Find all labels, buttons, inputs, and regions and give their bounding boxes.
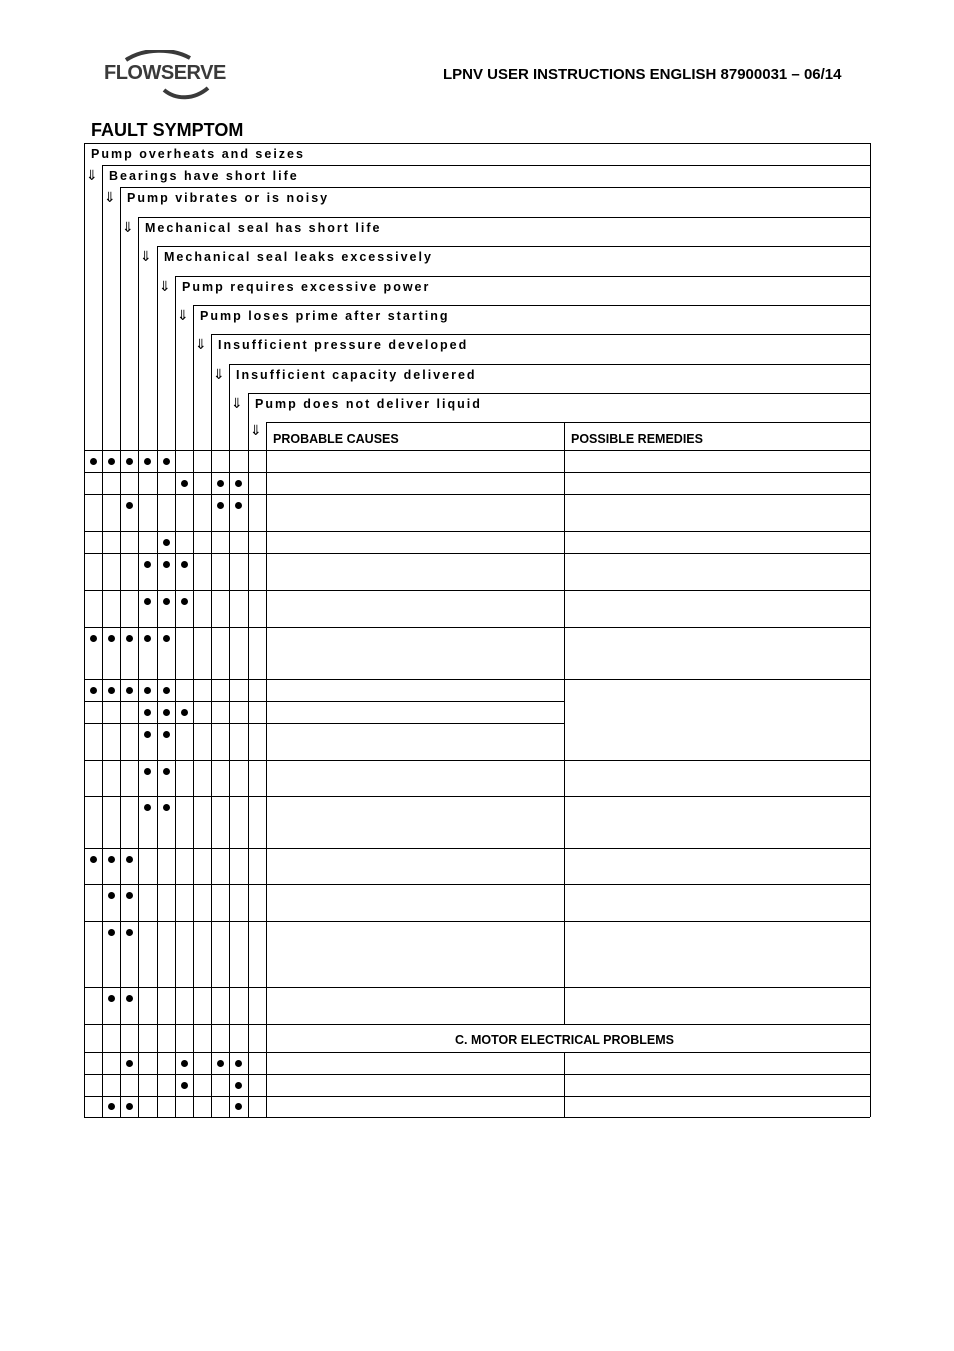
- symptom-mark: [163, 458, 170, 465]
- symptom-mark: [108, 458, 115, 465]
- table-top-border: [84, 143, 870, 144]
- table-body-top: [84, 450, 870, 451]
- remedy-column-line: [564, 1052, 565, 1117]
- down-arrow-icon: ⇓: [86, 168, 98, 184]
- symptom-mark: [217, 1060, 224, 1067]
- symptom-mark: [108, 995, 115, 1002]
- symptom-column-line: [211, 334, 212, 450]
- symptom-mark: [126, 892, 133, 899]
- table-row-line: [84, 1117, 870, 1118]
- symptom-mark: [163, 687, 170, 694]
- symptom-mark: [163, 731, 170, 738]
- symptom-divider: [211, 334, 870, 335]
- symptom-mark: [181, 480, 188, 487]
- page-title: FAULT SYMPTOM: [91, 120, 244, 140]
- symptom-label: Insufficient capacity delivered: [236, 368, 477, 382]
- symptom-column-line: [248, 393, 249, 450]
- symptom-column-line: [175, 276, 176, 450]
- symptom-mark: [181, 1082, 188, 1089]
- table-row-line: [84, 1074, 870, 1075]
- symptom-label: Pump vibrates or is noisy: [127, 191, 330, 205]
- document-reference: LPNV USER INSTRUCTIONS ENGLISH 87900031 – 06/14: [443, 66, 842, 83]
- symptom-mark: [108, 892, 115, 899]
- symptom-mark: [181, 561, 188, 568]
- symptom-column-line: [175, 450, 176, 1117]
- symptom-mark: [181, 1060, 188, 1067]
- table-row-line: [84, 848, 870, 849]
- symptom-column-line: [120, 450, 121, 1117]
- symptom-divider: [175, 276, 870, 277]
- table-row-line: [84, 627, 870, 628]
- down-arrow-icon: ⇓: [140, 249, 152, 265]
- symptom-mark: [108, 635, 115, 642]
- symptom-divider: [120, 187, 870, 188]
- symptom-mark: [217, 502, 224, 509]
- symptom-column-line: [211, 450, 212, 1117]
- symptom-mark: [90, 458, 97, 465]
- logo-text: FLOWSERVE: [104, 62, 226, 84]
- symptom-divider: [138, 217, 870, 218]
- remedy-column-line: [564, 450, 565, 1024]
- symptom-mark: [144, 598, 151, 605]
- table-row-line: [84, 723, 564, 724]
- symptom-mark: [144, 731, 151, 738]
- symptom-column-line: [138, 217, 139, 450]
- symptom-column-line: [120, 187, 121, 450]
- symptom-mark: [163, 539, 170, 546]
- symptom-column-line: [229, 364, 230, 450]
- symptom-mark: [126, 1060, 133, 1067]
- symptom-mark: [217, 480, 224, 487]
- table-row-line: [84, 679, 870, 680]
- table-row-line: [84, 760, 870, 761]
- symptom-column-line: [193, 450, 194, 1117]
- symptom-mark: [126, 995, 133, 1002]
- table-row-line: [84, 1024, 870, 1025]
- symptom-label: Pump loses prime after starting: [200, 309, 450, 323]
- symptom-column-line: [229, 450, 230, 1117]
- symptom-column-line: [157, 246, 158, 450]
- symptom-divider: [248, 393, 870, 394]
- down-arrow-icon: ⇓: [177, 308, 189, 324]
- down-arrow-icon: ⇓: [213, 367, 225, 383]
- symptom-mark: [144, 687, 151, 694]
- cause-column-line: [266, 422, 267, 1117]
- down-arrow-icon: ⇓: [104, 190, 116, 206]
- symptom-label: Insufficient pressure developed: [218, 338, 469, 352]
- down-arrow-icon: ⇓: [250, 423, 262, 439]
- table-row-line: [84, 796, 870, 797]
- symptom-mark: [163, 709, 170, 716]
- symptom-mark: [108, 1103, 115, 1110]
- table-row-line: [84, 701, 564, 702]
- symptom-divider: [157, 246, 870, 247]
- symptom-column-line: [102, 165, 103, 450]
- motor-section-heading: C. MOTOR ELECTRICAL PROBLEMS: [455, 1033, 674, 1047]
- symptom-mark: [108, 929, 115, 936]
- table-row-line: [84, 590, 870, 591]
- symptom-mark: [144, 635, 151, 642]
- symptom-mark: [144, 458, 151, 465]
- symptom-mark: [126, 502, 133, 509]
- down-arrow-icon: ⇓: [231, 396, 243, 412]
- symptom-mark: [235, 1082, 242, 1089]
- symptom-column-line: [138, 450, 139, 1117]
- symptom-mark: [235, 480, 242, 487]
- symptom-mark: [108, 856, 115, 863]
- symptom-mark: [144, 804, 151, 811]
- symptom-mark: [90, 687, 97, 694]
- symptom-label: Pump overheats and seizes: [91, 147, 305, 161]
- symptom-label: Mechanical seal leaks excessively: [164, 250, 433, 264]
- table-row-line: [84, 553, 870, 554]
- symptom-column-line: [157, 450, 158, 1117]
- symptom-label: Bearings have short life: [109, 169, 299, 183]
- symptom-divider: [102, 165, 870, 166]
- symptom-mark: [90, 856, 97, 863]
- symptom-mark: [181, 598, 188, 605]
- symptom-mark: [126, 856, 133, 863]
- down-arrow-icon: ⇓: [159, 279, 171, 295]
- symptom-mark: [126, 687, 133, 694]
- symptom-column-line: [248, 450, 249, 1117]
- table-row-line: [84, 884, 870, 885]
- symptom-mark: [126, 929, 133, 936]
- symptom-mark: [126, 1103, 133, 1110]
- possible-remedies-header: POSSIBLE REMEDIES: [571, 432, 703, 446]
- table-row-line: [84, 1052, 870, 1053]
- symptom-mark: [181, 709, 188, 716]
- symptom-mark: [144, 709, 151, 716]
- table-left-border: [84, 143, 85, 1117]
- symptom-mark: [235, 1103, 242, 1110]
- table-row-line: [84, 921, 870, 922]
- symptom-mark: [163, 598, 170, 605]
- symptom-divider: [193, 305, 870, 306]
- symptom-divider: [229, 364, 870, 365]
- probable-causes-header: PROBABLE CAUSES: [273, 432, 399, 446]
- table-row-line: [84, 987, 870, 988]
- symptom-mark: [163, 804, 170, 811]
- table-right-border: [870, 143, 871, 1117]
- symptom-mark: [126, 458, 133, 465]
- symptom-label: Pump does not deliver liquid: [255, 397, 482, 411]
- symptom-mark: [108, 687, 115, 694]
- table-row-line: [84, 1096, 870, 1097]
- symptom-column-line: [102, 450, 103, 1117]
- symptom-mark: [235, 502, 242, 509]
- symptom-mark: [126, 635, 133, 642]
- down-arrow-icon: ⇓: [122, 220, 134, 236]
- symptom-mark: [144, 561, 151, 568]
- symptom-column-line: [193, 305, 194, 450]
- symptom-mark: [163, 768, 170, 775]
- symptom-mark: [144, 768, 151, 775]
- symptom-mark: [90, 635, 97, 642]
- header-row-line: [266, 422, 870, 423]
- symptom-mark: [235, 1060, 242, 1067]
- down-arrow-icon: ⇓: [195, 337, 207, 353]
- remedy-column-line: [564, 422, 565, 450]
- table-row-line: [84, 472, 870, 473]
- symptom-label: Mechanical seal has short life: [145, 221, 382, 235]
- symptom-mark: [163, 561, 170, 568]
- symptom-mark: [163, 635, 170, 642]
- symptom-label: Pump requires excessive power: [182, 280, 431, 294]
- table-row-line: [84, 531, 870, 532]
- table-row-line: [84, 494, 870, 495]
